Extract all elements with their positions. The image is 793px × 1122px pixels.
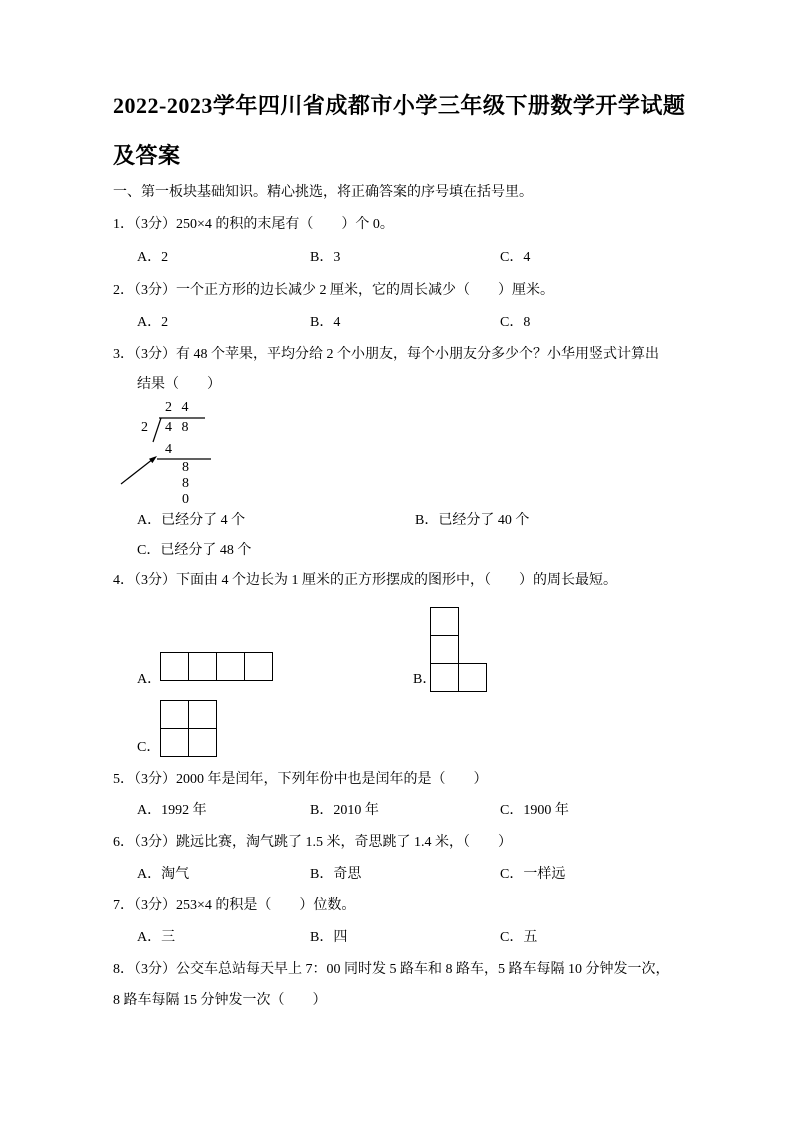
figure-a-label: A． bbox=[137, 672, 162, 687]
figure-b-label: B． bbox=[413, 672, 437, 687]
question-5-text: 5．（3分）2000 年是闰年，下列年份中也是闰年的是（ ） bbox=[113, 772, 488, 787]
division-dividend: 4 8 bbox=[165, 420, 192, 435]
question-6-options bbox=[137, 865, 565, 885]
question-1-text: 1．（3分）250×4 的积的末尾有（ ）个 0。 bbox=[113, 217, 394, 232]
long-division-diagram bbox=[113, 398, 323, 510]
q7-option-a: A．三 bbox=[137, 930, 176, 945]
figure-a-cell bbox=[216, 652, 245, 681]
question-4-figures bbox=[113, 598, 713, 768]
division-second-partial: 8 bbox=[182, 476, 192, 491]
figure-a-cell bbox=[188, 652, 217, 681]
q1-option-a: A．2 bbox=[137, 250, 169, 265]
q6-option-a: A．淘气 bbox=[137, 867, 190, 882]
figure-b-shape bbox=[430, 607, 488, 693]
division-remainder: 0 bbox=[182, 492, 192, 507]
annotation-arrow-head bbox=[149, 456, 157, 463]
figure-b-cell bbox=[458, 663, 487, 692]
figure-b-cell bbox=[430, 635, 459, 664]
figure-a-shape bbox=[160, 652, 273, 681]
q2-option-a: A．2 bbox=[137, 315, 169, 330]
question-3-text-line2: 结果（ ） bbox=[137, 377, 221, 392]
q7-option-c: C．五 bbox=[500, 930, 538, 945]
question-3-text-line1: 3．（3分）有 48 个苹果，平均分给 2 个小朋友，每个小朋友分多少个？小华用竖式计算出 bbox=[113, 347, 659, 362]
figure-a-cell bbox=[160, 652, 189, 681]
figure-a-cell bbox=[244, 652, 273, 681]
question-1-options bbox=[137, 248, 530, 268]
q2-option-b: B．4 bbox=[310, 315, 341, 330]
division-lines bbox=[113, 398, 323, 510]
q1-option-c: C．4 bbox=[500, 250, 531, 265]
question-4-text: 4．（3分）下面由 4 个边长为 1 厘米的正方形摆成的图形中，（ ）的周长最短。 bbox=[113, 573, 617, 588]
q3-option-a: A．已经分了 4 个 bbox=[137, 513, 246, 528]
figure-c-cell bbox=[160, 700, 189, 729]
division-divisor: 2 bbox=[141, 420, 151, 435]
question-8-text-line2: 8 路车每隔 15 分钟发一次（ ） bbox=[113, 993, 327, 1008]
q5-option-c: C．1900 年 bbox=[500, 803, 569, 818]
section-1-header: 一、第一板块基础知识。精心挑选，将正确答案的序号填在括号里。 bbox=[113, 185, 533, 200]
q7-option-b: B．四 bbox=[310, 930, 348, 945]
division-partial-product: 4 bbox=[165, 442, 175, 457]
page-title-line1: 2022-2023学年四川省成都市小学三年级下册数学开学试题 bbox=[113, 93, 686, 118]
q1-option-b: B．3 bbox=[310, 250, 341, 265]
page-title-line2: 及答案 bbox=[113, 143, 181, 168]
question-7-text: 7．（3分）253×4 的积是（ ）位数。 bbox=[113, 898, 356, 913]
question-2-text: 2．（3分）一个正方形的边长减少 2 厘米，它的周长减少（ ）厘米。 bbox=[113, 283, 554, 298]
question-3-options-row1 bbox=[137, 511, 529, 531]
question-6-text: 6．（3分）跳远比赛，淘气跳了 1.5 米，奇思跳了 1.4 米，（ ） bbox=[113, 835, 512, 850]
figure-b-cell bbox=[430, 607, 459, 636]
question-3-options-row2 bbox=[137, 541, 251, 561]
q3-option-c: C．已经分了 48 个 bbox=[137, 543, 252, 558]
question-8-text-line1: 8．（3分）公交车总站每天早上 7：00 同时发 5 路车和 8 路车，5 路车每隔 10 分钟发一次， bbox=[113, 962, 670, 977]
q6-option-c: C．一样远 bbox=[500, 867, 566, 882]
division-quotient: 2 4 bbox=[165, 400, 192, 415]
question-2-options bbox=[137, 313, 530, 333]
figure-c-label: C． bbox=[137, 740, 161, 755]
question-5-options bbox=[137, 801, 569, 821]
division-bracket-slant-line bbox=[153, 418, 161, 442]
q2-option-c: C．8 bbox=[500, 315, 531, 330]
q6-option-b: B．奇思 bbox=[310, 867, 362, 882]
q5-option-b: B．2010 年 bbox=[310, 803, 379, 818]
figure-c-cell bbox=[188, 700, 217, 729]
figure-c-shape bbox=[160, 700, 218, 758]
q3-option-b: B．已经分了 40 个 bbox=[415, 513, 530, 528]
division-bring-down-digit: 8 bbox=[182, 460, 192, 475]
question-7-options bbox=[137, 928, 537, 948]
q5-option-a: A．1992 年 bbox=[137, 803, 207, 818]
annotation-arrow-line bbox=[121, 459, 153, 484]
figure-c-cell bbox=[188, 728, 217, 757]
figure-c-cell bbox=[160, 728, 189, 757]
